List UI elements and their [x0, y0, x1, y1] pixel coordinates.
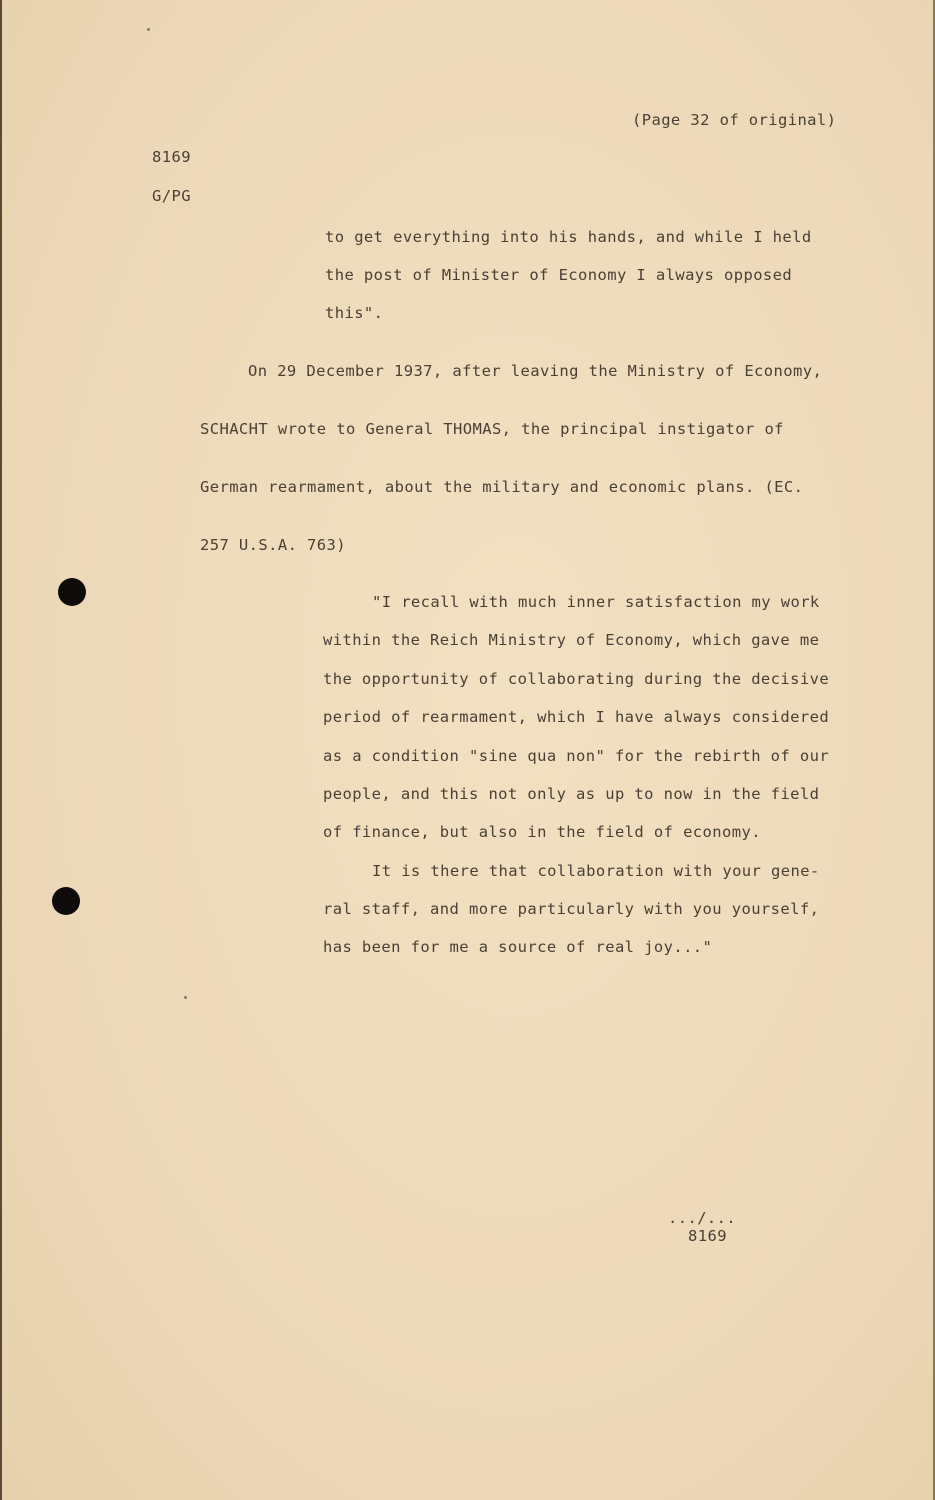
quote-line: people, and this not only as up to now in the field — [323, 785, 820, 803]
quote-line: as a condition "sine qua non" for the rebirth of our — [323, 747, 830, 765]
quote-line: has been for me a source of real joy..." — [323, 938, 713, 956]
quote-line: ral staff, and more particularly with you yourself, — [323, 900, 820, 918]
main-paragraph-line: 257 U.S.A. 763) — [200, 536, 346, 554]
top-paragraph-line: to get everything into his hands, and while I held — [325, 228, 812, 246]
top-paragraph-line: the post of Minister of Economy I always opposed — [325, 266, 793, 284]
top-paragraph-line: this". — [325, 304, 384, 322]
quote-line: the opportunity of collaborating during the decisive — [323, 670, 830, 688]
main-paragraph-line: SCHACHT wrote to General THOMAS, the principal instigator of — [200, 420, 784, 438]
quote-line: of finance, but also in the field of economy. — [323, 823, 761, 841]
footer-document-number: 8169 — [688, 1227, 727, 1245]
main-paragraph-line: On 29 December 1937, after leaving the Ministry of Economy, — [248, 362, 823, 380]
document-code: G/PG — [152, 187, 191, 205]
page-reference: (Page 32 of original) — [632, 111, 837, 129]
continuation-mark: .../... — [668, 1209, 737, 1227]
paper-speck — [184, 996, 187, 999]
main-paragraph-line: German rearmament, about the military and economic plans. (EC. — [200, 478, 804, 496]
quote-line: It is there that collaboration with your gene- — [372, 862, 820, 880]
punch-hole — [58, 578, 86, 606]
quote-line: "I recall with much inner satisfaction my work — [372, 593, 820, 611]
document-number: 8169 — [152, 148, 191, 166]
punch-hole — [52, 887, 80, 915]
quote-line: within the Reich Ministry of Economy, which gave me — [323, 631, 820, 649]
paper-speck — [147, 28, 150, 31]
quote-line: period of rearmament, which I have always considered — [323, 708, 830, 726]
